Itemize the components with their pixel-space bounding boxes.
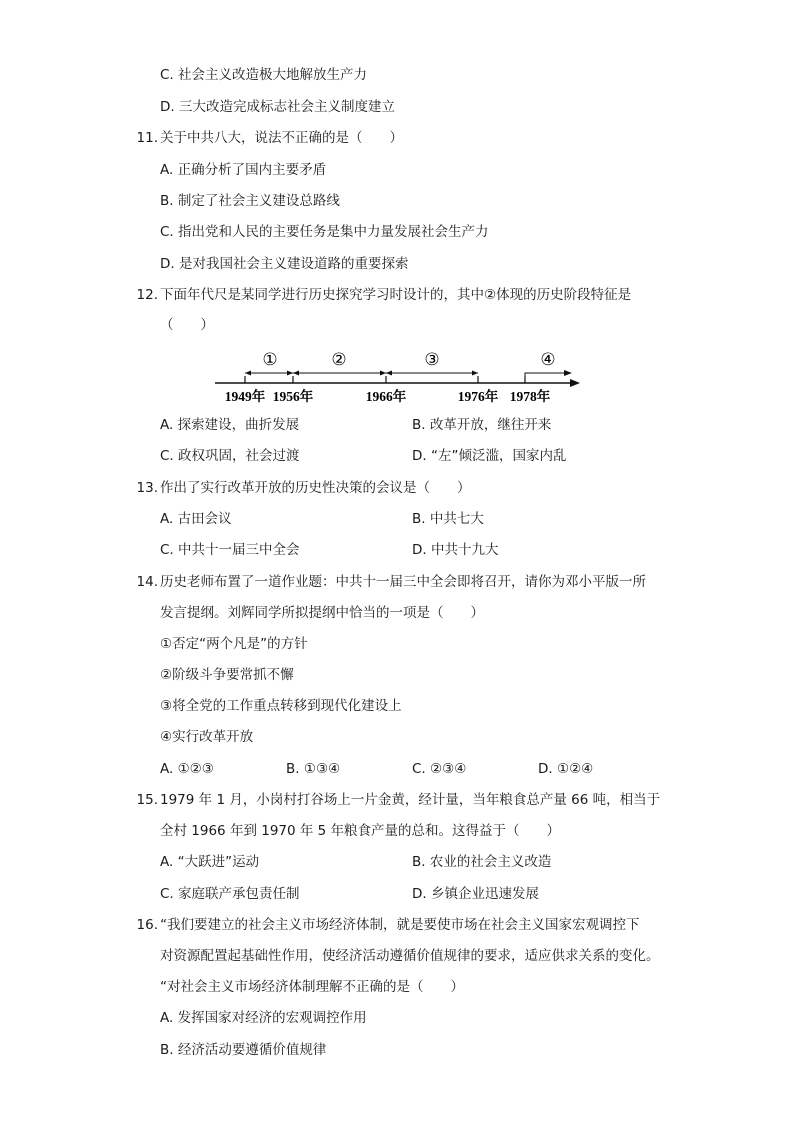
q14-stem-line1: 历史老师布置了一道作业题：中共十一届三中全会即将召开，请你为邓小平版一所 (160, 574, 646, 590)
q14-item-3: ③将全党的工作重点转移到现代化建设上 (160, 698, 402, 714)
segment-3-arrow-left (386, 371, 392, 376)
q13-option-c: C. 中共十一届三中全会 (160, 542, 300, 558)
q16-stem-line2: 对资源配置起基础性作用，使经济活动遵循价值规律的要求，适应供求关系的变化。 (160, 948, 660, 964)
q12-number: 12. (136, 287, 158, 303)
q14-item-2: ②阶级斗争要常抓不懈 (160, 667, 294, 683)
q16-option-a: A. 发挥国家对经济的宏观调控作用 (160, 1010, 367, 1026)
q14-option-c: C. ②③④ (412, 761, 467, 777)
q12-option-d: D. “左”倾泛滥，国家内乱 (412, 448, 567, 464)
segment-2-arrow-right (380, 371, 386, 376)
q16-number: 16. (136, 917, 158, 933)
segment-4-arrow (564, 370, 572, 376)
q11-stem: 关于中共八大，说法不正确的是（ ） (160, 130, 403, 146)
q11-option-a: A. 正确分析了国内主要矛盾 (160, 162, 327, 178)
segment-1-label: ① (262, 350, 278, 370)
q16-stem-line3: “对社会主义市场经济体制理解不正确的是（ ） (160, 979, 464, 995)
segment-1-arrow-left (245, 371, 251, 376)
q10-option-c: C. 社会主义改造极大地解放生产力 (160, 67, 368, 83)
year-1966: 1966年 (365, 389, 407, 404)
q13-stem: 作出了实行改革开放的历史性决策的会议是（ ） (160, 480, 471, 496)
q14-item-4: ④实行改革开放 (160, 729, 254, 745)
segment-1-arrow-right (287, 371, 293, 376)
segment-4-line (525, 373, 565, 383)
q15-option-b: B. 农业的社会主义改造 (412, 854, 552, 870)
q16-option-b: B. 经济活动要遵循价值规律 (160, 1042, 327, 1058)
timeline-chart (210, 340, 590, 410)
q14-item-1: ①否定“两个凡是”的方针 (160, 636, 308, 652)
year-1976: 1976年 (457, 389, 499, 404)
timeline-arrowhead (570, 379, 580, 387)
q12-option-b: B. 改革开放，继往开来 (412, 417, 552, 433)
q12-stem-line1: 下面年代尺是某同学进行历史探究学习时设计的，其中②体现的历史阶段特征是 (160, 287, 632, 303)
q15-option-d: D. 乡镇企业迅速发展 (412, 886, 539, 902)
q14-option-d: D. ①②④ (538, 761, 594, 777)
q14-stem-line2: 发言提纲。刘辉同学所拟提纲中恰当的一项是（ ） (160, 605, 484, 621)
q11-option-b: B. 制定了社会主义建设总路线 (160, 193, 340, 209)
segment-3-arrow-right (472, 371, 478, 376)
q11-number: 11. (136, 130, 158, 146)
q15-option-a: A. “大跃进”运动 (160, 854, 260, 870)
q12-option-a: A. 探索建设，曲折发展 (160, 417, 300, 433)
q14-number: 14. (136, 574, 158, 590)
year-1949: 1949年 (224, 389, 266, 404)
q16-stem-line1: “我们要建立的社会主义市场经济体制，就是要使市场在社会主义国家宏观调控下 (160, 917, 640, 933)
q10-option-d: D. 三大改造完成标志社会主义制度建立 (160, 99, 395, 115)
segment-2-arrow-left (293, 371, 299, 376)
q12-option-c: C. 政权巩固，社会过渡 (160, 448, 300, 464)
q15-stem-line2: 全村 1966 年到 1970 年 5 年粮食产量的总和。这得益于（ ） (160, 823, 561, 839)
year-1978: 1978年 (509, 389, 551, 404)
q14-option-b: B. ①③④ (286, 761, 341, 777)
q11-option-d: D. 是对我国社会主义建设道路的重要探索 (160, 256, 409, 272)
q13-option-b: B. 中共七大 (412, 511, 484, 527)
year-1956: 1956年 (272, 389, 314, 404)
q13-option-a: A. 古田会议 (160, 511, 232, 527)
q11-option-c: C. 指出党和人民的主要任务是集中力量发展社会生产力 (160, 224, 489, 240)
segment-3-label: ③ (424, 350, 440, 370)
q15-number: 15. (136, 792, 158, 808)
q15-option-c: C. 家庭联产承包责任制 (160, 886, 300, 902)
q12-stem-line2: （ ） (160, 317, 214, 333)
q13-option-d: D. 中共十九大 (412, 542, 499, 558)
segment-2-label: ② (331, 350, 347, 370)
q13-number: 13. (136, 480, 158, 496)
segment-4-label: ④ (540, 350, 556, 370)
q14-option-a: A. ①②③ (160, 761, 214, 777)
q15-stem-line1: 1979 年 1 月，小岗村打谷场上一片金黄，经计量，当年粮食总产量 66 吨，相当于 (160, 792, 661, 808)
